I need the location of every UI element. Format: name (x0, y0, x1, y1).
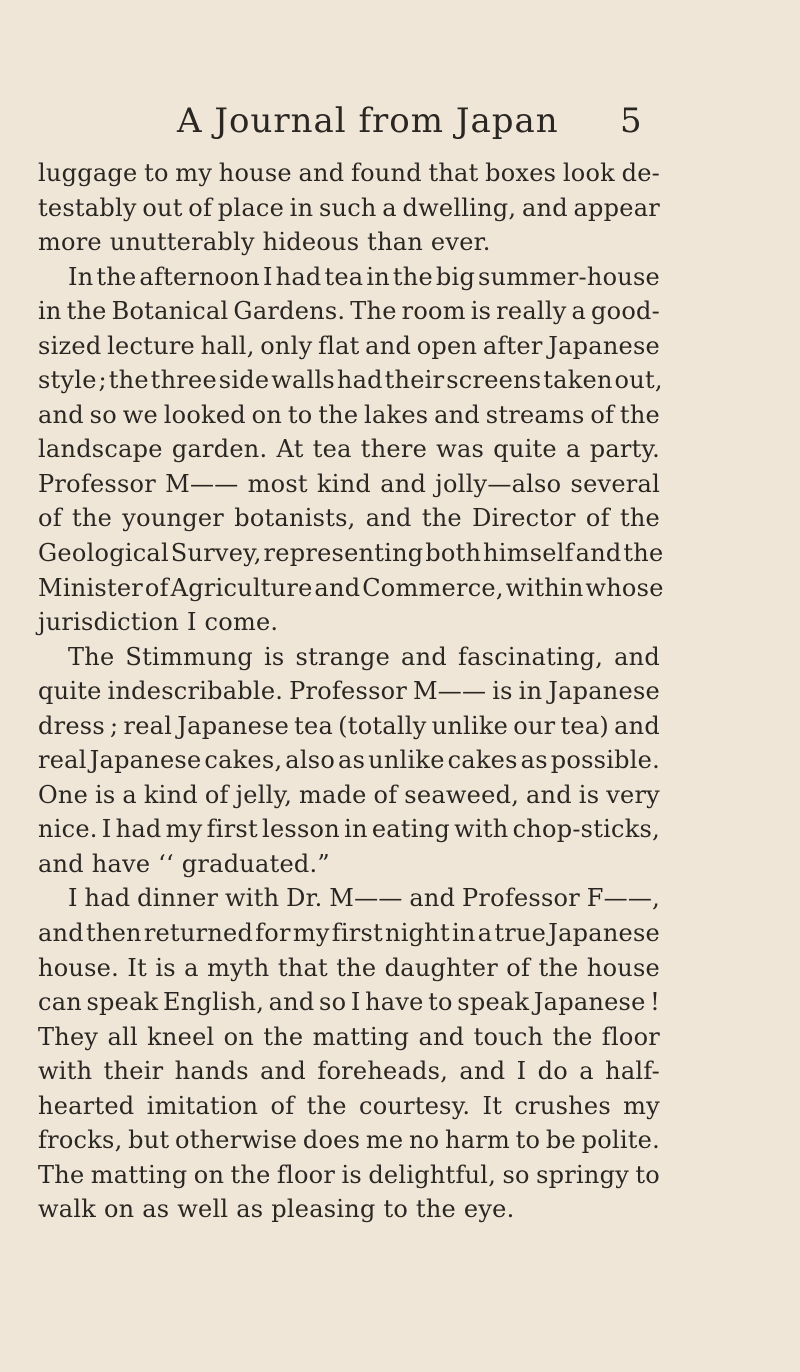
text-line: of the younger botanists, and the Director of the (38, 504, 660, 533)
text-line: I had dinner with Dr. M—— and Professor F——, (68, 884, 660, 913)
text-line: style ; the three side walls had their screens taken out, (38, 366, 663, 395)
text-line: landscape garden. At tea there was quite a party. (38, 435, 660, 464)
text-line: jurisdiction I come. (38, 608, 279, 637)
text-line: Minister of Agriculture and Commerce, within whose (38, 573, 664, 602)
body-text (38, 156, 664, 1227)
book-title: A Journal from Japan (177, 101, 559, 141)
text-line: house. It is a myth that the daughter of the house (38, 953, 660, 982)
text-line: walk on as well as pleasing to the eye. (38, 1195, 515, 1224)
text-line: The matting on the floor is delightful, so springy to (38, 1160, 661, 1189)
text-line: and so we looked on to the lakes and streams of the (38, 400, 660, 429)
text-line: frocks, but otherwise does me no harm to be polite. (38, 1126, 660, 1155)
text-line: nice. I had my first lesson in eating with chop-sticks, (38, 815, 660, 844)
text-line: Geological Survey, representing both himself and the (38, 539, 664, 568)
text-line: They all kneel on the matting and touch the floor (38, 1022, 660, 1051)
text-line: One is a kind of jelly, made of seaweed, and is very (38, 780, 660, 809)
text-line: can speak English, and so I have to speak Japanese ! (38, 988, 660, 1017)
text-line: testably out of place in such a dwelling, and appear (38, 193, 660, 222)
text-line: Professor M—— most kind and jolly—also several (38, 469, 660, 498)
running-head (0, 98, 800, 144)
text-line: in the Botanical Gardens. The room is really a good- (38, 297, 661, 326)
page-number: 5 (620, 101, 642, 141)
text-line: luggage to my house and found that boxes look de- (38, 159, 660, 187)
text-line: hearted imitation of the courtesy. It crushes my (38, 1091, 660, 1120)
text-line: real Japanese cakes, also as unlike cakes as possible. (38, 746, 660, 775)
text-line: quite indescribable. Professor M—— is in Japanese (38, 677, 660, 706)
text-line: more unutterably hideous than ever. (38, 228, 491, 257)
text-line: sized lecture hall, only flat and open after Japanese (38, 331, 660, 360)
text-line: In the afternoon I had tea in the big summer-house (68, 262, 660, 291)
text-line: and then returned for my first night in a true Japanese (38, 919, 660, 948)
text-line: The Stimmung is strange and fascinating, and (68, 642, 660, 671)
text-line: and have ‘‘ graduated.” (38, 849, 330, 878)
text-line: dress ; real Japanese tea (totally unlike our tea) and (38, 711, 660, 740)
text-line: with their hands and foreheads, and I do a half- (38, 1057, 660, 1086)
